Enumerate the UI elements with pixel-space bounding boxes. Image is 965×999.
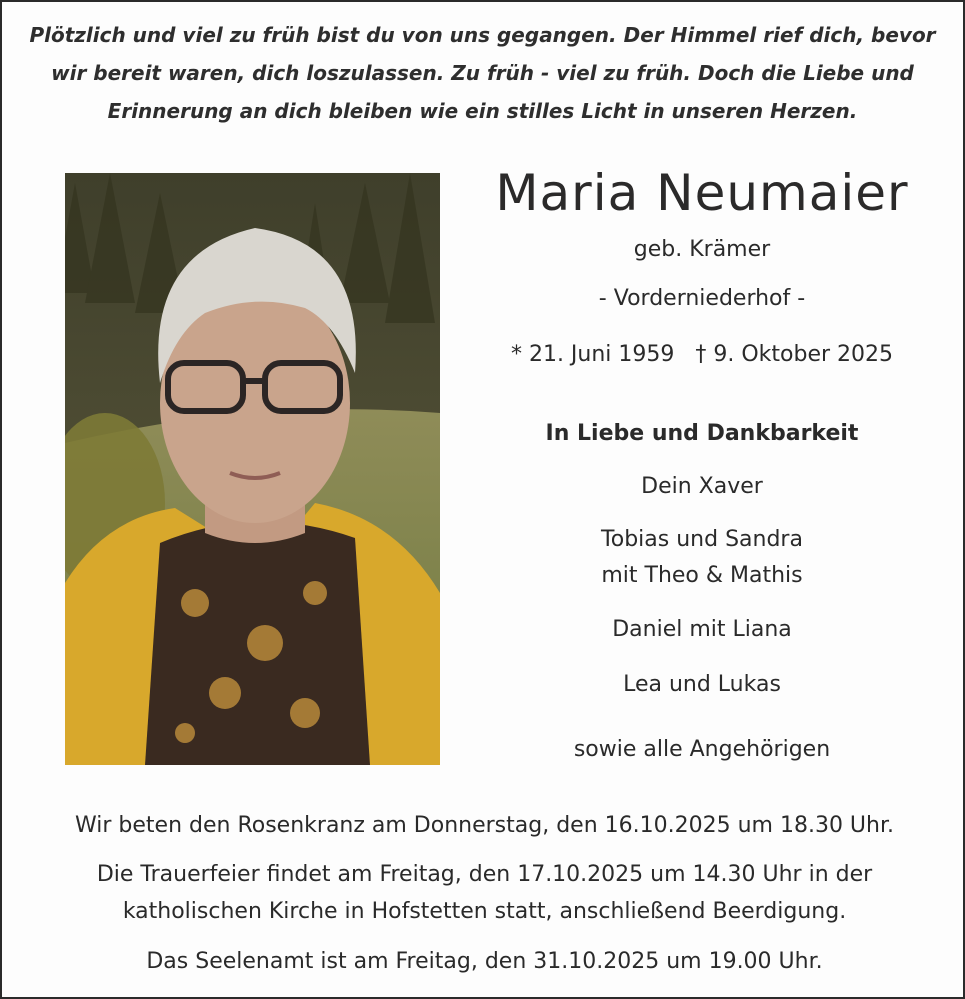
mourner-line: mit Theo & Mathis [601, 563, 803, 588]
portrait-photo [65, 173, 440, 765]
mourner-line: Daniel mit Liana [612, 617, 792, 642]
mourner-line: Dein Xaver [641, 474, 763, 499]
funeral-notice-line2: katholischen Kirche in Hofstetten statt, anschließend Beerdigung. [122, 899, 847, 924]
rosary-notice: Wir beten den Rosenkranz am Donnerstag, den 16.10.2025 um 18.30 Uhr. [75, 813, 894, 838]
mourner-line: Tobias und Sandra [601, 527, 803, 552]
requiem-notice: Das Seelenamt ist am Freitag, den 31.10.2025 um 19.00 Uhr. [146, 949, 823, 974]
residence: - Vorderniederhof - [598, 286, 806, 311]
poem-line: Plötzlich und viel zu früh bist du von uns gegangen. Der Himmel rief dich, bevor [29, 23, 936, 47]
funeral-notice-line1: Die Trauerfeier findet am Freitag, den 17.10.2025 um 14.30 Uhr in der [96, 862, 873, 887]
mourners-heading: In Liebe und Dankbarkeit [545, 421, 859, 446]
poem [22, 16, 943, 130]
mourner-line: sowie alle Angehörigen [573, 737, 831, 762]
poem-line: Erinnerung an dich bleiben wie ein stilles Licht in unseren Herzen. [107, 99, 858, 123]
birth-name: geb. Krämer [633, 237, 771, 262]
life-dates: * 21. Juni 1959 † 9. Oktober 2025 [510, 342, 894, 367]
mourner-line: Lea und Lukas [623, 672, 781, 697]
poem-line: wir bereit waren, dich loszulassen. Zu früh - viel zu früh. Doch die Liebe und [51, 61, 914, 85]
deceased-name: Maria Neumaier [495, 164, 909, 222]
portrait-illustration [65, 173, 440, 765]
